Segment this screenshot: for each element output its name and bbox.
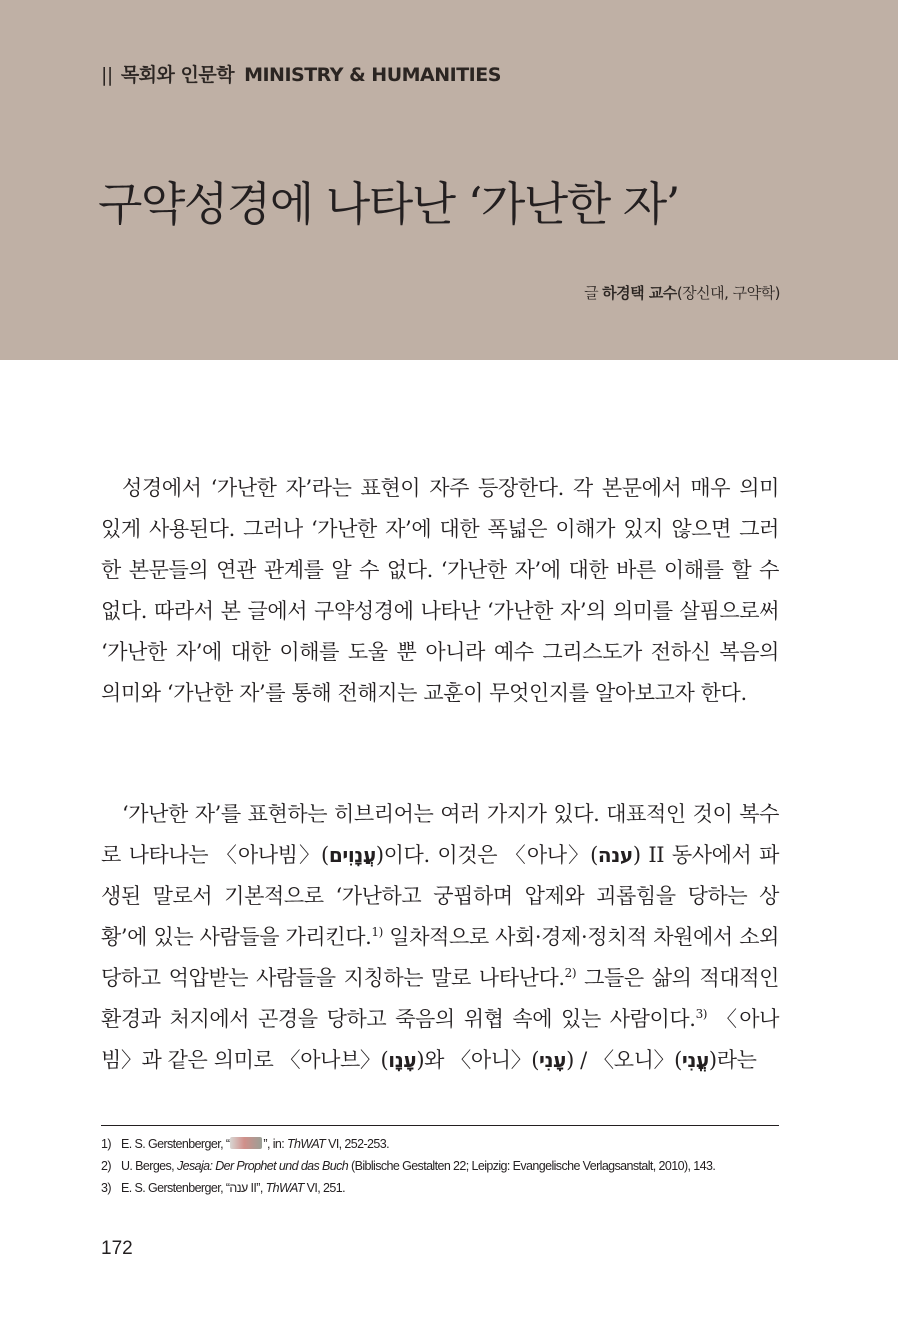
footnote-roman: II (247, 1181, 257, 1195)
footnote-text: ”, (256, 1181, 266, 1195)
footnote-italic: ThWAT (286, 1137, 326, 1151)
article-title: 구약성경에 나타난 ‘가난한 자’ (98, 177, 679, 231)
footnote-ref-2[interactable]: 2) (564, 966, 577, 980)
footnote-text: VI, 252-253. (325, 1137, 389, 1151)
paragraph-1: 성경에서 ‘가난한 자’라는 표현이 자주 등장한다. 각 본문에서 매우 의미 있게 사용된다. 그러나 ‘가난한 자’에 대한 폭넓은 이해가 있지 않으면 그러한 본문들의 연관 관계를 알 수 없다. ‘가난한 자’에 대한 바른 이해를 할 수 없다. 따라서 본 글에서 구약성경에 나타난 ‘가난한 자’의 의미를 살핌으로써 ‘가난한 자’에 대한 이해를 도울 뿐 아니라 예수 그리스도가 전하신 복음의 의미와 ‘가난한 자’를 통해 전해지는 교훈이 무엇인지를 알아보고자 한다. (101, 476, 779, 705)
author-affiliation: (장신대, 구약학) (676, 284, 780, 302)
footnote-2 (101, 1155, 779, 1177)
text-run: 〈아나빔〉과 같은 의미로 〈아나브〉( (101, 1007, 780, 1072)
byline (584, 282, 780, 303)
text-run: ) (632, 843, 649, 867)
section-label (101, 60, 501, 87)
text-run: )라는 (708, 1048, 757, 1072)
text-run: ) / 〈오니〉( (566, 1048, 682, 1072)
hebrew-ani: עָנִי (539, 1048, 567, 1072)
footnote-text: (Biblische Gestalten 22; Leipzig: Evangelische Verlagsanstalt, 2010), 143. (348, 1159, 716, 1173)
section-bars: || (101, 64, 113, 86)
roman-numeral: II (648, 843, 665, 867)
footnote-ref-1[interactable]: 1) (371, 925, 383, 939)
footnote-text: VI, 251. (303, 1181, 345, 1195)
footnote-italic: Jesaja: Der Prophet und das Buch (176, 1159, 349, 1173)
footnote-number: 1) (101, 1137, 111, 1151)
footnote-hebrew: ענה (229, 1181, 248, 1195)
footnote-italic: ThWAT (265, 1181, 304, 1195)
hebrew-anav: עָנָו (388, 1048, 417, 1072)
text-run: 일차적으로 사회·경제·정치적 차원에서 소외당하고 억압받는 사람들을 지칭하는 말로 나타난다. (101, 925, 779, 990)
footnote-number: 2) (101, 1159, 111, 1173)
hebrew-ana: ענה (597, 843, 633, 867)
hebrew-anavim: עֲנָוִים (328, 843, 376, 867)
section-title-ko: 목회와 인문학 (120, 64, 235, 86)
footnote-text: U. Berges, (121, 1159, 177, 1173)
footnote-1 (101, 1133, 779, 1155)
page-number: 172 (101, 1238, 133, 1259)
text-run: 그들은 삶의 적대적인 환경과 처지에서 곤경을 당하고 죽음의 위협 속에 있는 사람이다. (101, 966, 779, 1031)
text-run: ‘가난한 자’를 표현하는 히브리어는 여러 가지가 있다. 대표적인 것이 복수로 나타나는 〈아나빔〉( (101, 802, 779, 867)
author-name: 하경택 교수 (602, 284, 677, 302)
byline-prefix: 글 (584, 284, 599, 302)
footnote-text: ”, in: (263, 1137, 287, 1151)
footnotes (101, 1133, 779, 1199)
paragraph-2 (101, 794, 779, 1081)
footnote-text: E. S. Gerstenberger, “ (121, 1181, 230, 1195)
section-title-en: MINISTRY & HUMANITIES (244, 64, 501, 86)
footnote-number: 3) (101, 1181, 111, 1195)
footnote-3 (101, 1177, 779, 1199)
text-run: )이다. 이것은 〈아나〉( (375, 843, 598, 867)
hebrew-oni: עֳנִי (681, 1048, 709, 1072)
text-run: 동사에서 파생된 말로서 기본적으로 ‘가난하고 궁핍하며 압제와 괴롭힘을 당하는 상황’에 있는 사람들을 가리킨다. (101, 843, 779, 949)
text-run: )와 〈아니〉( (416, 1048, 540, 1072)
footnote-text: E. S. Gerstenberger, “ (121, 1137, 230, 1151)
footnote-divider (101, 1125, 779, 1126)
hebrew-word-image (230, 1137, 262, 1149)
footnote-ref-3[interactable]: 3) (695, 1007, 708, 1021)
